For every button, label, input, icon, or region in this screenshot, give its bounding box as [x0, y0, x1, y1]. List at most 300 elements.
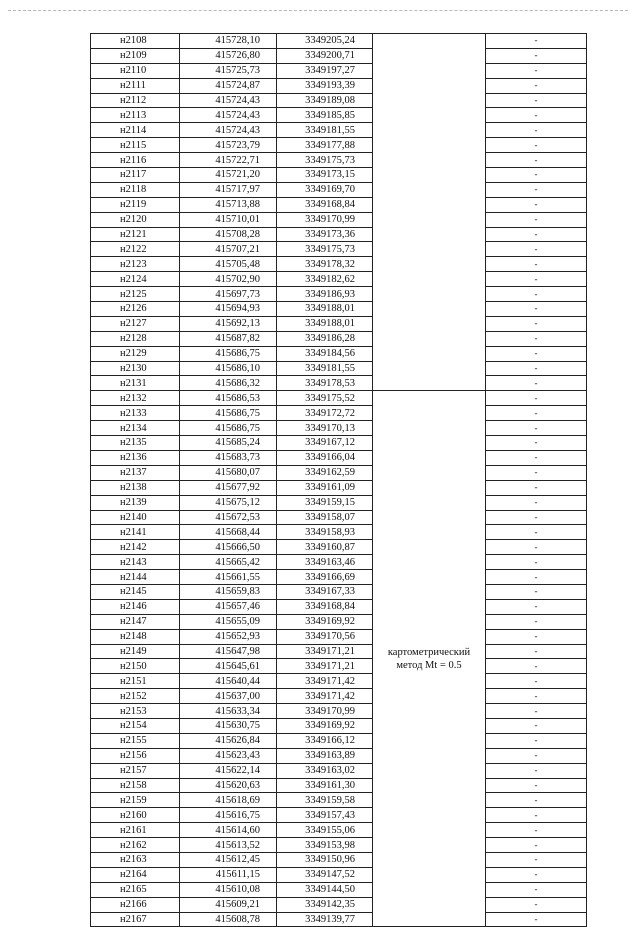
accuracy-cell: -: [486, 733, 587, 748]
accuracy-cell: -: [486, 882, 587, 897]
accuracy-cell: -: [486, 138, 587, 153]
x-coordinate-cell: 415702,90: [180, 272, 277, 287]
point-name-cell: н2141: [91, 525, 180, 540]
x-coordinate-cell: 415609,21: [180, 897, 277, 912]
table-row: [91, 257, 587, 272]
x-coordinate-cell: 415666,50: [180, 540, 277, 555]
accuracy-cell: -: [486, 465, 587, 480]
accuracy-cell: -: [486, 406, 587, 421]
page-top-rule: [8, 10, 628, 11]
accuracy-cell: -: [486, 704, 587, 719]
y-coordinate-cell: 3349184,56: [277, 346, 373, 361]
y-coordinate-cell: 3349158,07: [277, 510, 373, 525]
point-name-cell: н2116: [91, 153, 180, 168]
y-coordinate-cell: 3349175,73: [277, 153, 373, 168]
accuracy-cell: -: [486, 614, 587, 629]
x-coordinate-cell: 415608,78: [180, 912, 277, 927]
accuracy-cell: -: [486, 659, 587, 674]
accuracy-cell: -: [486, 480, 587, 495]
x-coordinate-cell: 415647,98: [180, 644, 277, 659]
table-row: [91, 436, 587, 451]
accuracy-cell: -: [486, 182, 587, 197]
point-name-cell: н2148: [91, 629, 180, 644]
point-name-cell: н2122: [91, 242, 180, 257]
point-name-cell: н2157: [91, 763, 180, 778]
point-name-cell: н2109: [91, 48, 180, 63]
accuracy-cell: -: [486, 584, 587, 599]
y-coordinate-cell: 3349189,08: [277, 93, 373, 108]
point-name-cell: н2155: [91, 733, 180, 748]
y-coordinate-cell: 3349173,15: [277, 168, 373, 183]
table-row: [91, 718, 587, 733]
point-name-cell: н2164: [91, 867, 180, 882]
table-row: [91, 629, 587, 644]
x-coordinate-cell: 415692,13: [180, 316, 277, 331]
y-coordinate-cell: 3349170,99: [277, 704, 373, 719]
table-row: [91, 168, 587, 183]
x-coordinate-cell: 415622,14: [180, 763, 277, 778]
y-coordinate-cell: 3349171,42: [277, 689, 373, 704]
table-row: [91, 93, 587, 108]
x-coordinate-cell: 415661,55: [180, 570, 277, 585]
accuracy-cell: -: [486, 793, 587, 808]
y-coordinate-cell: 3349177,88: [277, 138, 373, 153]
x-coordinate-cell: 415623,43: [180, 748, 277, 763]
coordinates-table: [90, 33, 587, 927]
x-coordinate-cell: 415637,00: [180, 689, 277, 704]
x-coordinate-cell: 415665,42: [180, 555, 277, 570]
point-name-cell: н2112: [91, 93, 180, 108]
point-name-cell: н2150: [91, 659, 180, 674]
x-coordinate-cell: 415686,53: [180, 391, 277, 406]
point-name-cell: н2137: [91, 465, 180, 480]
table-row: [91, 78, 587, 93]
y-coordinate-cell: 3349169,70: [277, 182, 373, 197]
table-row: [91, 331, 587, 346]
point-name-cell: н2144: [91, 570, 180, 585]
y-coordinate-cell: 3349171,21: [277, 659, 373, 674]
table-row: [91, 346, 587, 361]
table-row: [91, 614, 587, 629]
table-row: [91, 748, 587, 763]
x-coordinate-cell: 415652,93: [180, 629, 277, 644]
x-coordinate-cell: 415725,73: [180, 63, 277, 78]
table-row: [91, 242, 587, 257]
x-coordinate-cell: 415708,28: [180, 227, 277, 242]
y-coordinate-cell: 3349155,06: [277, 823, 373, 838]
y-coordinate-cell: 3349163,46: [277, 555, 373, 570]
y-coordinate-cell: 3349166,12: [277, 733, 373, 748]
y-coordinate-cell: 3349197,27: [277, 63, 373, 78]
table-row: [91, 376, 587, 391]
point-name-cell: н2146: [91, 599, 180, 614]
point-name-cell: н2133: [91, 406, 180, 421]
method-line-2: метод Mt = 0.5: [396, 659, 462, 671]
point-name-cell: н2118: [91, 182, 180, 197]
point-name-cell: н2151: [91, 674, 180, 689]
x-coordinate-cell: 415686,10: [180, 361, 277, 376]
table-row: [91, 316, 587, 331]
table-row: [91, 659, 587, 674]
table-row: [91, 227, 587, 242]
accuracy-cell: -: [486, 436, 587, 451]
x-coordinate-cell: 415668,44: [180, 525, 277, 540]
table-row: [91, 689, 587, 704]
x-coordinate-cell: 415724,87: [180, 78, 277, 93]
table-row: [91, 570, 587, 585]
y-coordinate-cell: 3349175,52: [277, 391, 373, 406]
y-coordinate-cell: 3349171,21: [277, 644, 373, 659]
table-row: [91, 495, 587, 510]
accuracy-cell: -: [486, 78, 587, 93]
x-coordinate-cell: 415710,01: [180, 212, 277, 227]
table-row: [91, 406, 587, 421]
y-coordinate-cell: 3349175,73: [277, 242, 373, 257]
x-coordinate-cell: 415686,75: [180, 421, 277, 436]
table-row: [91, 361, 587, 376]
accuracy-cell: -: [486, 302, 587, 317]
x-coordinate-cell: 415697,73: [180, 287, 277, 302]
y-coordinate-cell: 3349169,92: [277, 614, 373, 629]
x-coordinate-cell: 415645,61: [180, 659, 277, 674]
accuracy-cell: -: [486, 197, 587, 212]
table-row: [91, 644, 587, 659]
table-row: [91, 108, 587, 123]
y-coordinate-cell: 3349181,55: [277, 123, 373, 138]
x-coordinate-cell: 415618,69: [180, 793, 277, 808]
table-row: [91, 510, 587, 525]
method-line-1: картометрический: [387, 646, 471, 658]
table-row: [91, 555, 587, 570]
x-coordinate-cell: 415694,93: [180, 302, 277, 317]
accuracy-cell: -: [486, 570, 587, 585]
y-coordinate-cell: 3349205,24: [277, 34, 373, 49]
table-row: [91, 525, 587, 540]
x-coordinate-cell: 415610,08: [180, 882, 277, 897]
accuracy-cell: -: [486, 540, 587, 555]
x-coordinate-cell: 415614,60: [180, 823, 277, 838]
accuracy-cell: -: [486, 227, 587, 242]
accuracy-cell: -: [486, 287, 587, 302]
x-coordinate-cell: 415626,84: [180, 733, 277, 748]
y-coordinate-cell: 3349178,53: [277, 376, 373, 391]
accuracy-cell: -: [486, 599, 587, 614]
table-row: [91, 63, 587, 78]
point-name-cell: н2132: [91, 391, 180, 406]
x-coordinate-cell: 415717,97: [180, 182, 277, 197]
point-name-cell: н2110: [91, 63, 180, 78]
point-name-cell: н2114: [91, 123, 180, 138]
table-row: [91, 838, 587, 853]
y-coordinate-cell: 3349168,84: [277, 197, 373, 212]
table-row: [91, 704, 587, 719]
point-name-cell: н2156: [91, 748, 180, 763]
accuracy-cell: -: [486, 212, 587, 227]
table-row: [91, 912, 587, 927]
point-name-cell: н2167: [91, 912, 180, 927]
x-coordinate-cell: 415686,75: [180, 346, 277, 361]
x-coordinate-cell: 415685,24: [180, 436, 277, 451]
table-row: [91, 182, 587, 197]
y-coordinate-cell: 3349161,30: [277, 778, 373, 793]
x-coordinate-cell: 415721,20: [180, 168, 277, 183]
y-coordinate-cell: 3349182,62: [277, 272, 373, 287]
table-row: [91, 733, 587, 748]
point-name-cell: н2153: [91, 704, 180, 719]
table-row: [91, 599, 587, 614]
point-name-cell: н2160: [91, 808, 180, 823]
table-row: [91, 584, 587, 599]
y-coordinate-cell: 3349186,28: [277, 331, 373, 346]
x-coordinate-cell: 415613,52: [180, 838, 277, 853]
accuracy-cell: -: [486, 361, 587, 376]
point-name-cell: н2129: [91, 346, 180, 361]
x-coordinate-cell: 415728,10: [180, 34, 277, 49]
accuracy-cell: -: [486, 763, 587, 778]
accuracy-cell: -: [486, 421, 587, 436]
x-coordinate-cell: 415640,44: [180, 674, 277, 689]
point-name-cell: н2130: [91, 361, 180, 376]
x-coordinate-cell: 415686,32: [180, 376, 277, 391]
accuracy-cell: -: [486, 525, 587, 540]
accuracy-cell: -: [486, 644, 587, 659]
x-coordinate-cell: 415677,92: [180, 480, 277, 495]
x-coordinate-cell: 415724,43: [180, 123, 277, 138]
x-coordinate-cell: 415713,88: [180, 197, 277, 212]
method-cell-empty: [373, 34, 486, 391]
table-row: [91, 808, 587, 823]
accuracy-cell: -: [486, 823, 587, 838]
y-coordinate-cell: 3349166,69: [277, 570, 373, 585]
x-coordinate-cell: 415616,75: [180, 808, 277, 823]
x-coordinate-cell: 415722,71: [180, 153, 277, 168]
point-name-cell: н2154: [91, 718, 180, 733]
x-coordinate-cell: 415724,43: [180, 93, 277, 108]
x-coordinate-cell: 415612,45: [180, 852, 277, 867]
y-coordinate-cell: 3349159,15: [277, 495, 373, 510]
y-coordinate-cell: 3349159,58: [277, 793, 373, 808]
accuracy-cell: -: [486, 108, 587, 123]
point-name-cell: н2113: [91, 108, 180, 123]
point-name-cell: н2136: [91, 450, 180, 465]
point-name-cell: н2159: [91, 793, 180, 808]
point-name-cell: н2142: [91, 540, 180, 555]
point-name-cell: н2135: [91, 436, 180, 451]
accuracy-cell: -: [486, 689, 587, 704]
y-coordinate-cell: 3349163,02: [277, 763, 373, 778]
y-coordinate-cell: 3349160,87: [277, 540, 373, 555]
table-row: [91, 123, 587, 138]
y-coordinate-cell: 3349185,85: [277, 108, 373, 123]
table-row: [91, 48, 587, 63]
point-name-cell: н2125: [91, 287, 180, 302]
x-coordinate-cell: 415657,46: [180, 599, 277, 614]
x-coordinate-cell: 415675,12: [180, 495, 277, 510]
y-coordinate-cell: 3349166,04: [277, 450, 373, 465]
point-name-cell: н2161: [91, 823, 180, 838]
accuracy-cell: -: [486, 272, 587, 287]
y-coordinate-cell: 3349170,99: [277, 212, 373, 227]
table-row: [91, 287, 587, 302]
y-coordinate-cell: 3349161,09: [277, 480, 373, 495]
y-coordinate-cell: 3349147,52: [277, 867, 373, 882]
table-row: [91, 793, 587, 808]
accuracy-cell: -: [486, 63, 587, 78]
accuracy-cell: -: [486, 867, 587, 882]
x-coordinate-cell: 415680,07: [180, 465, 277, 480]
y-coordinate-cell: 3349171,42: [277, 674, 373, 689]
table-row: [91, 34, 587, 49]
y-coordinate-cell: 3349169,92: [277, 718, 373, 733]
accuracy-cell: -: [486, 346, 587, 361]
table-row: [91, 674, 587, 689]
x-coordinate-cell: 415655,09: [180, 614, 277, 629]
table-row: [91, 212, 587, 227]
accuracy-cell: -: [486, 808, 587, 823]
method-cell: [373, 391, 486, 927]
point-name-cell: н2111: [91, 78, 180, 93]
x-coordinate-cell: 415630,75: [180, 718, 277, 733]
table-row: [91, 138, 587, 153]
point-name-cell: н2138: [91, 480, 180, 495]
y-coordinate-cell: 3349188,01: [277, 302, 373, 317]
y-coordinate-cell: 3349173,36: [277, 227, 373, 242]
point-name-cell: н2117: [91, 168, 180, 183]
y-coordinate-cell: 3349167,33: [277, 584, 373, 599]
accuracy-cell: -: [486, 123, 587, 138]
coordinates-table-body: [91, 34, 587, 927]
accuracy-cell: -: [486, 316, 587, 331]
y-coordinate-cell: 3349188,01: [277, 316, 373, 331]
table-row: [91, 823, 587, 838]
x-coordinate-cell: 415620,63: [180, 778, 277, 793]
accuracy-cell: -: [486, 838, 587, 853]
y-coordinate-cell: 3349142,35: [277, 897, 373, 912]
x-coordinate-cell: 415686,75: [180, 406, 277, 421]
point-name-cell: н2139: [91, 495, 180, 510]
point-name-cell: н2152: [91, 689, 180, 704]
point-name-cell: н2166: [91, 897, 180, 912]
point-name-cell: н2145: [91, 584, 180, 599]
point-name-cell: н2147: [91, 614, 180, 629]
table-row: [91, 852, 587, 867]
table-row: [91, 302, 587, 317]
x-coordinate-cell: 415705,48: [180, 257, 277, 272]
accuracy-cell: -: [486, 495, 587, 510]
point-name-cell: н2120: [91, 212, 180, 227]
x-coordinate-cell: 415726,80: [180, 48, 277, 63]
table-row: [91, 480, 587, 495]
x-coordinate-cell: 415683,73: [180, 450, 277, 465]
accuracy-cell: -: [486, 376, 587, 391]
point-name-cell: н2162: [91, 838, 180, 853]
accuracy-cell: -: [486, 555, 587, 570]
point-name-cell: н2158: [91, 778, 180, 793]
accuracy-cell: -: [486, 674, 587, 689]
table-row: [91, 540, 587, 555]
table-row: [91, 882, 587, 897]
point-name-cell: н2131: [91, 376, 180, 391]
table-row: [91, 450, 587, 465]
point-name-cell: н2124: [91, 272, 180, 287]
accuracy-cell: -: [486, 93, 587, 108]
y-coordinate-cell: 3349168,84: [277, 599, 373, 614]
point-name-cell: н2134: [91, 421, 180, 436]
point-name-cell: н2165: [91, 882, 180, 897]
table-row: [91, 778, 587, 793]
y-coordinate-cell: 3349150,96: [277, 852, 373, 867]
y-coordinate-cell: 3349153,98: [277, 838, 373, 853]
accuracy-cell: -: [486, 778, 587, 793]
y-coordinate-cell: 3349170,56: [277, 629, 373, 644]
point-name-cell: н2119: [91, 197, 180, 212]
x-coordinate-cell: 415659,83: [180, 584, 277, 599]
accuracy-cell: -: [486, 718, 587, 733]
x-coordinate-cell: 415707,21: [180, 242, 277, 257]
table-row: [91, 421, 587, 436]
accuracy-cell: -: [486, 257, 587, 272]
point-name-cell: н2115: [91, 138, 180, 153]
x-coordinate-cell: 415611,15: [180, 867, 277, 882]
point-name-cell: н2121: [91, 227, 180, 242]
y-coordinate-cell: 3349144,50: [277, 882, 373, 897]
table-row: [91, 197, 587, 212]
y-coordinate-cell: 3349163,89: [277, 748, 373, 763]
accuracy-cell: -: [486, 629, 587, 644]
point-name-cell: н2108: [91, 34, 180, 49]
point-name-cell: н2126: [91, 302, 180, 317]
accuracy-cell: -: [486, 897, 587, 912]
table-row: [91, 153, 587, 168]
table-row: [91, 465, 587, 480]
accuracy-cell: -: [486, 34, 587, 49]
x-coordinate-cell: 415724,43: [180, 108, 277, 123]
y-coordinate-cell: 3349170,13: [277, 421, 373, 436]
x-coordinate-cell: 415633,34: [180, 704, 277, 719]
accuracy-cell: -: [486, 168, 587, 183]
accuracy-cell: -: [486, 242, 587, 257]
point-name-cell: н2128: [91, 331, 180, 346]
accuracy-cell: -: [486, 852, 587, 867]
y-coordinate-cell: 3349181,55: [277, 361, 373, 376]
point-name-cell: н2123: [91, 257, 180, 272]
accuracy-cell: -: [486, 48, 587, 63]
x-coordinate-cell: 415723,79: [180, 138, 277, 153]
y-coordinate-cell: 3349172,72: [277, 406, 373, 421]
point-name-cell: н2140: [91, 510, 180, 525]
table-row: [91, 272, 587, 287]
accuracy-cell: -: [486, 331, 587, 346]
y-coordinate-cell: 3349200,71: [277, 48, 373, 63]
y-coordinate-cell: 3349139,77: [277, 912, 373, 927]
point-name-cell: н2127: [91, 316, 180, 331]
table-row: [91, 867, 587, 882]
y-coordinate-cell: 3349186,93: [277, 287, 373, 302]
accuracy-cell: -: [486, 748, 587, 763]
accuracy-cell: -: [486, 450, 587, 465]
point-name-cell: н2163: [91, 852, 180, 867]
table-row: [91, 391, 587, 406]
y-coordinate-cell: 3349193,39: [277, 78, 373, 93]
accuracy-cell: -: [486, 510, 587, 525]
point-name-cell: н2143: [91, 555, 180, 570]
y-coordinate-cell: 3349158,93: [277, 525, 373, 540]
accuracy-cell: -: [486, 391, 587, 406]
y-coordinate-cell: 3349167,12: [277, 436, 373, 451]
x-coordinate-cell: 415687,82: [180, 331, 277, 346]
accuracy-cell: -: [486, 153, 587, 168]
x-coordinate-cell: 415672,53: [180, 510, 277, 525]
